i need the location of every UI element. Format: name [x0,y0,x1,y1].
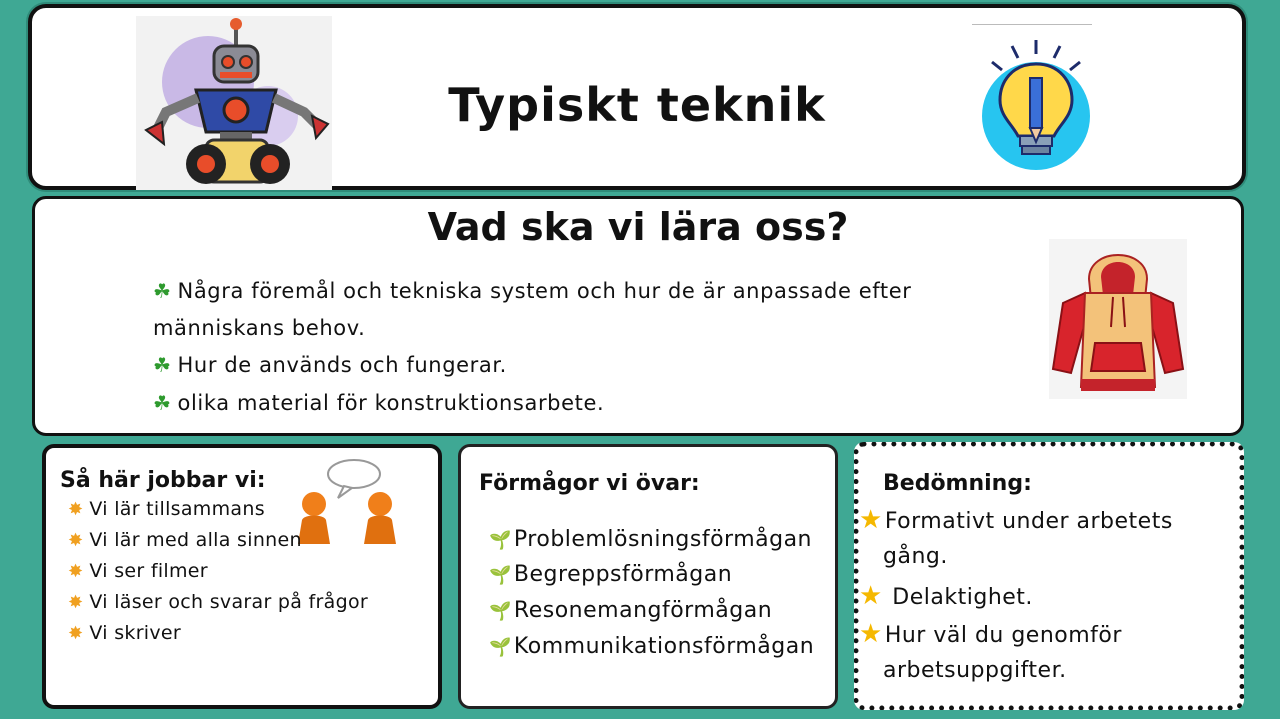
clover-icon: ☘ [153,391,172,415]
page-title: Typiskt teknik [448,78,826,132]
list-item: ★ Delaktighet. [859,581,1033,611]
work-panel [42,444,442,709]
list-item: ✸ Vi lär med alla sinnen [68,529,302,551]
people-talking-icon [292,458,402,544]
sparkle-icon: ✸ [68,623,84,644]
box-heading: Bedömning: [883,471,1032,496]
divider [972,24,1092,25]
list-item: 🌱Resonemangförmågan [489,598,773,623]
box-heading: Förmågor vi övar: [479,471,700,496]
header-panel [28,4,1246,190]
skills-panel [458,444,838,709]
list-item: ✸ Vi läser och svarar på frågor [68,591,368,613]
sprout-icon: 🌱 [489,601,512,622]
learn-panel [32,196,1244,436]
hoodie-icon [1049,239,1187,399]
clover-icon: ☘ [153,353,172,377]
sparkle-icon: ✸ [68,499,84,520]
star-icon: ★ [859,505,883,535]
assessment-panel [854,442,1244,710]
list-item: 🌱Begreppsförmågan [489,562,733,587]
sparkle-icon: ✸ [68,592,84,613]
sparkle-icon: ✸ [68,530,84,551]
list-item: ☘ Några föremål och tekniska system och hur de är anpassade efter [153,279,912,303]
list-item-continued: gång. [883,544,948,569]
list-item-continued: människans behov. [153,316,366,340]
list-item: ☘ Hur de används och fungerar. [153,353,507,377]
list-item: 🌱Kommunikationsförmågan [489,634,815,659]
sprout-icon: 🌱 [489,637,512,658]
clover-icon: ☘ [153,279,172,303]
list-item-continued: arbetsuppgifter. [883,658,1067,683]
box-heading: Så här jobbar vi: [60,468,266,493]
list-item: ✸ Vi skriver [68,622,182,644]
sprout-icon: 🌱 [489,565,512,586]
list-item: ✸ Vi ser filmer [68,560,208,582]
sprout-icon: 🌱 [489,530,512,551]
list-item: ★Hur väl du genomför [859,619,1122,649]
star-icon: ★ [859,581,883,611]
section-title: Vad ska vi lära oss? [427,205,849,249]
list-item: 🌱Problemlösningsförmågan [489,527,812,552]
star-icon: ★ [859,619,883,649]
list-item: ☘ olika material för konstruktionsarbete. [153,391,605,415]
list-item: ✸ Vi lär tillsammans [68,498,265,520]
list-item: ★Formativt under arbetets [859,505,1173,535]
sparkle-icon: ✸ [68,561,84,582]
lightbulb-pencil-icon [972,38,1102,178]
